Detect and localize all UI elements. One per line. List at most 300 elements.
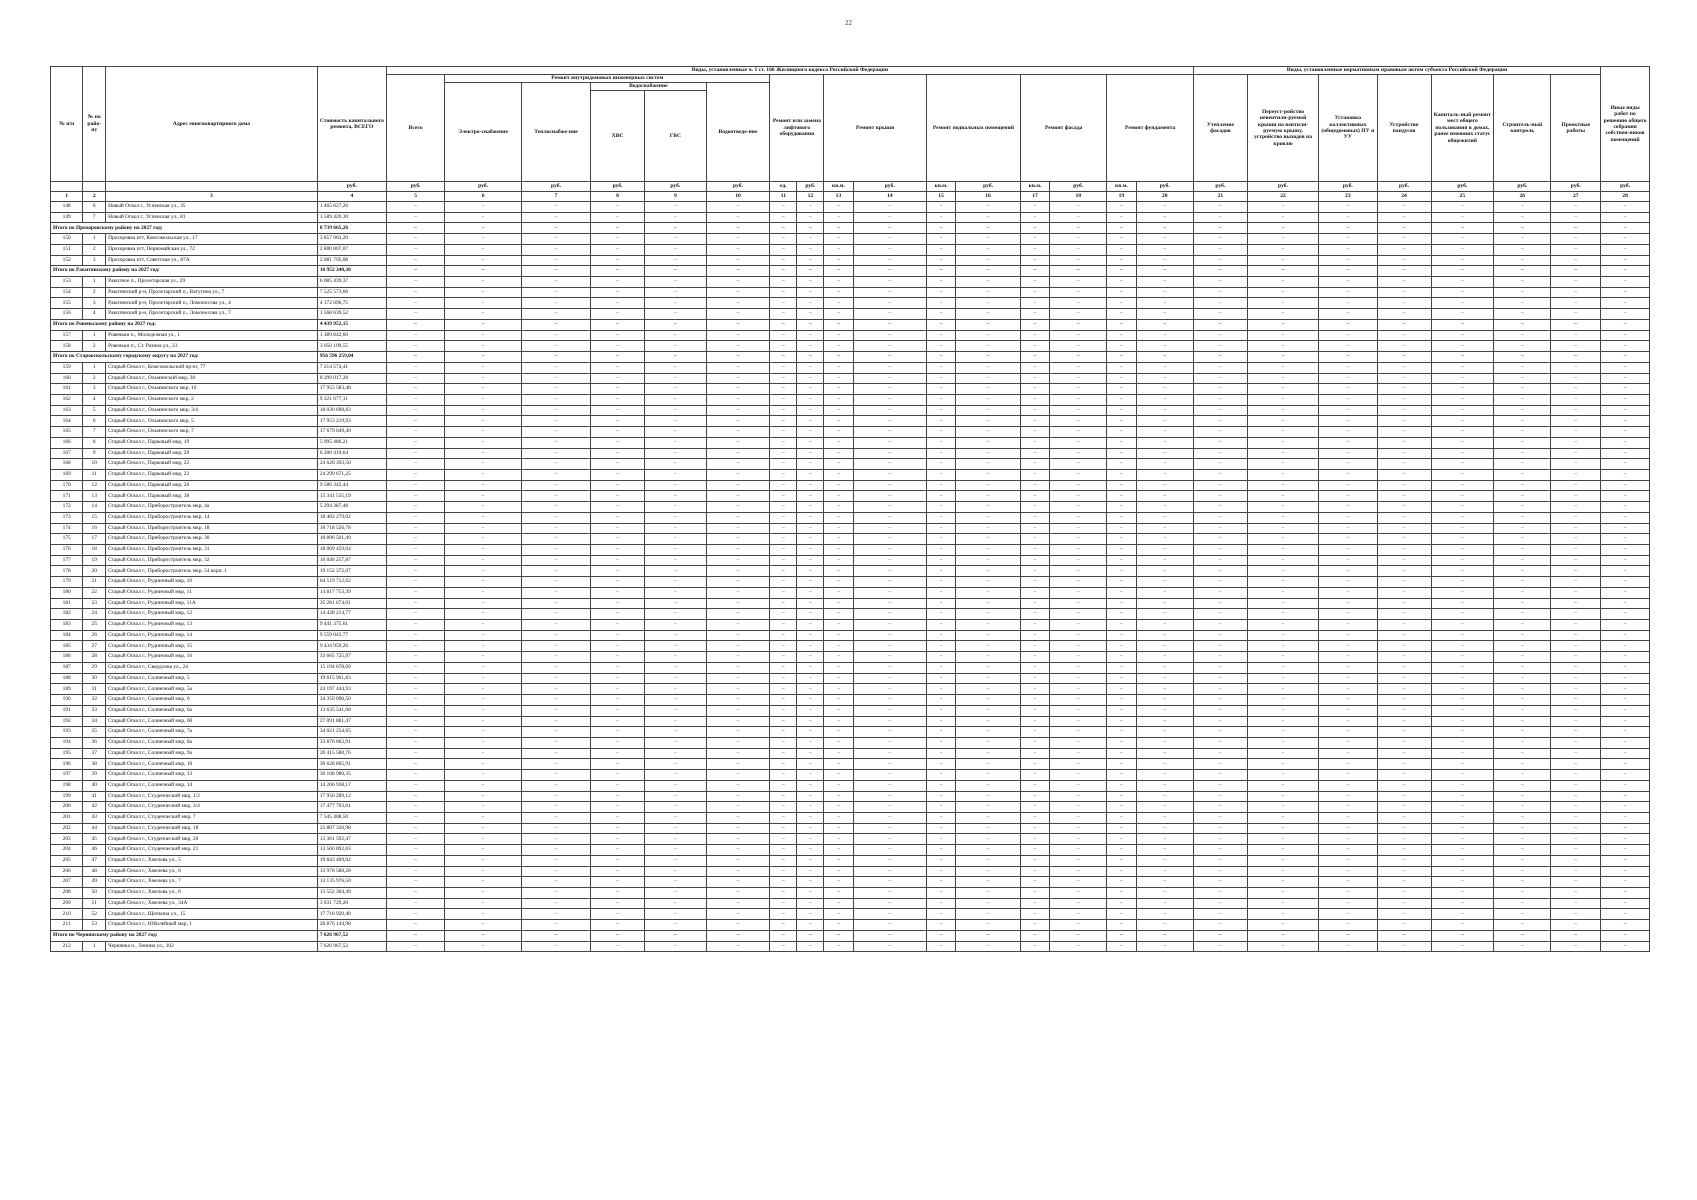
- cost-cell: 24 620 393,50: [317, 459, 386, 470]
- unit-cell: руб.: [386, 182, 444, 192]
- address-cell: Старый Оскол г., Рудничный мкр, 14: [106, 630, 318, 641]
- empty-dash-cell: –: [1193, 277, 1247, 288]
- empty-dash-cell: –: [521, 587, 590, 598]
- cost-cell: 19 615 961,83: [317, 673, 386, 684]
- empty-dash-cell: –: [853, 287, 926, 298]
- table-row: [51, 577, 1650, 588]
- empty-dash-cell: –: [1020, 834, 1049, 845]
- empty-dash-cell: –: [591, 427, 645, 438]
- empty-dash-cell: –: [445, 673, 522, 684]
- empty-dash-cell: –: [521, 523, 590, 534]
- empty-dash-cell: –: [706, 480, 770, 491]
- empty-dash-cell: –: [926, 662, 955, 673]
- empty-dash-cell: –: [1247, 716, 1318, 727]
- empty-dash-cell: –: [445, 577, 522, 588]
- empty-dash-cell: –: [1136, 534, 1193, 545]
- empty-dash-cell: –: [1247, 930, 1318, 941]
- empty-dash-cell: –: [1193, 812, 1247, 823]
- empty-dash-cell: –: [824, 362, 853, 373]
- empty-dash-cell: –: [824, 512, 853, 523]
- empty-dash-cell: –: [1494, 287, 1551, 298]
- empty-dash-cell: –: [1136, 319, 1193, 330]
- empty-dash-cell: –: [824, 695, 853, 706]
- empty-dash-cell: –: [445, 812, 522, 823]
- empty-dash-cell: –: [645, 384, 707, 395]
- address-cell: Старый Оскол г., Солнечный мкр, 13: [106, 770, 318, 781]
- empty-dash-cell: –: [386, 566, 444, 577]
- empty-dash-cell: –: [797, 384, 824, 395]
- empty-dash-cell: –: [386, 523, 444, 534]
- address-cell: Старый Оскол г., Солнечный мкр, 7а: [106, 727, 318, 738]
- empty-dash-cell: –: [770, 234, 797, 245]
- empty-dash-cell: –: [1494, 512, 1551, 523]
- empty-dash-cell: –: [1247, 748, 1318, 759]
- empty-dash-cell: –: [706, 427, 770, 438]
- empty-dash-cell: –: [1377, 255, 1431, 266]
- empty-dash-cell: –: [1020, 523, 1049, 534]
- empty-dash-cell: –: [853, 802, 926, 813]
- empty-dash-cell: –: [797, 920, 824, 931]
- empty-dash-cell: –: [1551, 695, 1601, 706]
- subtotal-label: Итого по Ровеньскому району на 2027 год:: [51, 319, 318, 330]
- empty-dash-cell: –: [824, 598, 853, 609]
- subtotal-cost: 16 952 340,30: [317, 266, 386, 277]
- empty-dash-cell: –: [521, 502, 590, 513]
- empty-dash-cell: –: [956, 920, 1021, 931]
- empty-dash-cell: –: [1377, 405, 1431, 416]
- cost-cell: 4 372 696,75: [317, 298, 386, 309]
- empty-dash-cell: –: [1136, 716, 1193, 727]
- empty-dash-cell: –: [1193, 705, 1247, 716]
- address-cell: Старый Оскол г., Юбилейный мкр, 1: [106, 920, 318, 931]
- empty-dash-cell: –: [386, 930, 444, 941]
- district-number: 2: [83, 287, 106, 298]
- empty-dash-cell: –: [1431, 534, 1494, 545]
- empty-dash-cell: –: [445, 930, 522, 941]
- empty-dash-cell: –: [645, 780, 707, 791]
- empty-dash-cell: –: [926, 319, 955, 330]
- empty-dash-cell: –: [770, 202, 797, 213]
- empty-dash-cell: –: [824, 341, 853, 352]
- empty-dash-cell: –: [956, 620, 1021, 631]
- empty-dash-cell: –: [1136, 309, 1193, 320]
- empty-dash-cell: –: [797, 791, 824, 802]
- empty-dash-cell: –: [1551, 920, 1601, 931]
- empty-dash-cell: –: [386, 598, 444, 609]
- empty-dash-cell: –: [1431, 319, 1494, 330]
- empty-dash-cell: –: [445, 748, 522, 759]
- empty-dash-cell: –: [1247, 437, 1318, 448]
- empty-dash-cell: –: [1107, 534, 1136, 545]
- empty-dash-cell: –: [824, 491, 853, 502]
- unit-cell: руб.: [317, 182, 386, 192]
- empty-dash-cell: –: [853, 587, 926, 598]
- empty-dash-cell: –: [1193, 652, 1247, 663]
- empty-dash-cell: –: [386, 587, 444, 598]
- empty-dash-cell: –: [770, 427, 797, 438]
- table-row: [51, 620, 1650, 631]
- empty-dash-cell: –: [824, 287, 853, 298]
- empty-dash-cell: –: [386, 234, 444, 245]
- empty-dash-cell: –: [1551, 287, 1601, 298]
- empty-dash-cell: –: [770, 437, 797, 448]
- empty-dash-cell: –: [1193, 352, 1247, 363]
- empty-dash-cell: –: [1431, 609, 1494, 620]
- empty-dash-cell: –: [1050, 523, 1107, 534]
- empty-dash-cell: –: [1193, 459, 1247, 470]
- empty-dash-cell: –: [1601, 394, 1650, 405]
- empty-dash-cell: –: [1377, 823, 1431, 834]
- empty-dash-cell: –: [591, 202, 645, 213]
- empty-dash-cell: –: [521, 727, 590, 738]
- empty-dash-cell: –: [706, 405, 770, 416]
- empty-dash-cell: –: [1431, 662, 1494, 673]
- empty-dash-cell: –: [1107, 791, 1136, 802]
- empty-dash-cell: –: [824, 448, 853, 459]
- empty-dash-cell: –: [445, 716, 522, 727]
- address-cell: Старый Оскол г., Студенческий мкр, 20: [106, 834, 318, 845]
- empty-dash-cell: –: [706, 888, 770, 899]
- empty-dash-cell: –: [1601, 866, 1650, 877]
- address-cell: Старый Оскол г., Ольминского мкр, 16: [106, 384, 318, 395]
- empty-dash-cell: –: [797, 652, 824, 663]
- empty-dash-cell: –: [645, 898, 707, 909]
- table-row: [51, 480, 1650, 491]
- empty-dash-cell: –: [1601, 834, 1650, 845]
- empty-dash-cell: –: [645, 770, 707, 781]
- unit-cell: руб.: [1601, 182, 1650, 192]
- empty-dash-cell: –: [1136, 223, 1193, 234]
- empty-dash-cell: –: [591, 352, 645, 363]
- empty-dash-cell: –: [853, 277, 926, 288]
- empty-dash-cell: –: [926, 341, 955, 352]
- district-number: 12: [83, 480, 106, 491]
- empty-dash-cell: –: [1020, 652, 1049, 663]
- empty-dash-cell: –: [824, 845, 853, 856]
- unit-cell: руб.: [1319, 182, 1377, 192]
- empty-dash-cell: –: [645, 202, 707, 213]
- empty-dash-cell: –: [797, 716, 824, 727]
- empty-dash-cell: –: [1494, 695, 1551, 706]
- empty-dash-cell: –: [1319, 888, 1377, 899]
- empty-dash-cell: –: [1494, 459, 1551, 470]
- empty-dash-cell: –: [770, 373, 797, 384]
- empty-dash-cell: –: [1136, 609, 1193, 620]
- empty-dash-cell: –: [1319, 845, 1377, 856]
- empty-dash-cell: –: [956, 223, 1021, 234]
- empty-dash-cell: –: [770, 598, 797, 609]
- empty-dash-cell: –: [386, 920, 444, 931]
- empty-dash-cell: –: [1319, 373, 1377, 384]
- empty-dash-cell: –: [1107, 780, 1136, 791]
- empty-dash-cell: –: [445, 780, 522, 791]
- empty-dash-cell: –: [645, 512, 707, 523]
- empty-dash-cell: –: [770, 319, 797, 330]
- empty-dash-cell: –: [1601, 523, 1650, 534]
- empty-dash-cell: –: [853, 888, 926, 899]
- header-address: Адрес многоквартирного дома: [106, 67, 318, 182]
- address-cell: Старый Оскол г., Приборостроитель мкр, 54 корп. 1: [106, 566, 318, 577]
- district-number: 21: [83, 577, 106, 588]
- empty-dash-cell: –: [824, 716, 853, 727]
- empty-dash-cell: –: [1020, 662, 1049, 673]
- empty-dash-cell: –: [1601, 716, 1650, 727]
- empty-dash-cell: –: [591, 866, 645, 877]
- empty-dash-cell: –: [645, 255, 707, 266]
- empty-dash-cell: –: [956, 759, 1021, 770]
- empty-dash-cell: –: [956, 491, 1021, 502]
- empty-dash-cell: –: [645, 877, 707, 888]
- empty-dash-cell: –: [853, 352, 926, 363]
- empty-dash-cell: –: [1431, 555, 1494, 566]
- empty-dash-cell: –: [1319, 705, 1377, 716]
- empty-dash-cell: –: [1319, 437, 1377, 448]
- empty-dash-cell: –: [1193, 427, 1247, 438]
- cost-cell: 17 679 049,49: [317, 427, 386, 438]
- empty-dash-cell: –: [1431, 780, 1494, 791]
- empty-dash-cell: –: [1193, 909, 1247, 920]
- district-number: 16: [83, 523, 106, 534]
- empty-dash-cell: –: [445, 898, 522, 909]
- empty-dash-cell: –: [1247, 941, 1318, 952]
- empty-dash-cell: –: [591, 223, 645, 234]
- empty-dash-cell: –: [824, 620, 853, 631]
- empty-dash-cell: –: [824, 202, 853, 213]
- empty-dash-cell: –: [591, 298, 645, 309]
- empty-dash-cell: –: [1494, 202, 1551, 213]
- empty-dash-cell: –: [1136, 266, 1193, 277]
- empty-dash-cell: –: [1377, 545, 1431, 556]
- empty-dash-cell: –: [1377, 352, 1431, 363]
- empty-dash-cell: –: [1551, 780, 1601, 791]
- empty-dash-cell: –: [1193, 941, 1247, 952]
- empty-dash-cell: –: [1319, 362, 1377, 373]
- row-number: 172: [51, 502, 83, 513]
- empty-dash-cell: –: [1431, 598, 1494, 609]
- empty-dash-cell: –: [1107, 384, 1136, 395]
- empty-dash-cell: –: [956, 287, 1021, 298]
- empty-dash-cell: –: [1551, 523, 1601, 534]
- subtotal-label: Итого по Прохоровскому району на 2027 год:: [51, 223, 318, 234]
- empty-dash-cell: –: [770, 480, 797, 491]
- empty-dash-cell: –: [1431, 469, 1494, 480]
- empty-dash-cell: –: [853, 341, 926, 352]
- empty-dash-cell: –: [521, 577, 590, 588]
- empty-dash-cell: –: [1431, 877, 1494, 888]
- empty-dash-cell: –: [521, 877, 590, 888]
- empty-dash-cell: –: [1050, 812, 1107, 823]
- empty-dash-cell: –: [770, 845, 797, 856]
- empty-dash-cell: –: [445, 566, 522, 577]
- empty-dash-cell: –: [591, 630, 645, 641]
- header-basement: Ремонт подвальных помещений: [926, 75, 1020, 182]
- empty-dash-cell: –: [1136, 812, 1193, 823]
- empty-dash-cell: –: [1136, 941, 1193, 952]
- empty-dash-cell: –: [824, 737, 853, 748]
- header-internal-total: Всего: [386, 75, 444, 182]
- address-cell: Старый Оскол г., Рудничный мкр, 16: [106, 652, 318, 663]
- empty-dash-cell: –: [853, 684, 926, 695]
- header-water-group: Водоснабжение: [591, 83, 707, 91]
- address-cell: Старый Оскол г., Приборостроитель мкр, 31: [106, 545, 318, 556]
- empty-dash-cell: –: [1020, 427, 1049, 438]
- empty-dash-cell: –: [1247, 630, 1318, 641]
- empty-dash-cell: –: [770, 641, 797, 652]
- subtotal-cost: 4 439 952,15: [317, 319, 386, 330]
- empty-dash-cell: –: [1431, 866, 1494, 877]
- empty-dash-cell: –: [824, 823, 853, 834]
- empty-dash-cell: –: [706, 523, 770, 534]
- empty-dash-cell: –: [1551, 930, 1601, 941]
- empty-dash-cell: –: [1431, 373, 1494, 384]
- empty-dash-cell: –: [956, 941, 1021, 952]
- empty-dash-cell: –: [1431, 427, 1494, 438]
- empty-dash-cell: –: [853, 845, 926, 856]
- empty-dash-cell: –: [1107, 770, 1136, 781]
- empty-dash-cell: –: [591, 255, 645, 266]
- cost-cell: 17 477 793,61: [317, 802, 386, 813]
- empty-dash-cell: –: [1377, 748, 1431, 759]
- empty-dash-cell: –: [1193, 330, 1247, 341]
- empty-dash-cell: –: [1247, 266, 1318, 277]
- column-number-cell: 23: [1319, 192, 1377, 202]
- row-number: 176: [51, 545, 83, 556]
- empty-dash-cell: –: [706, 652, 770, 663]
- empty-dash-cell: –: [1319, 566, 1377, 577]
- empty-dash-cell: –: [797, 888, 824, 899]
- empty-dash-cell: –: [645, 523, 707, 534]
- empty-dash-cell: –: [824, 705, 853, 716]
- empty-dash-cell: –: [1494, 898, 1551, 909]
- empty-dash-cell: –: [853, 662, 926, 673]
- empty-dash-cell: –: [926, 587, 955, 598]
- empty-dash-cell: –: [591, 877, 645, 888]
- empty-dash-cell: –: [1319, 823, 1377, 834]
- empty-dash-cell: –: [1319, 941, 1377, 952]
- empty-dash-cell: –: [1107, 920, 1136, 931]
- district-number: 14: [83, 502, 106, 513]
- empty-dash-cell: –: [1431, 523, 1494, 534]
- empty-dash-cell: –: [1601, 373, 1650, 384]
- address-cell: Прохоровка пгт, Комсомольская ул., 17: [106, 234, 318, 245]
- empty-dash-cell: –: [1551, 941, 1601, 952]
- empty-dash-cell: –: [1050, 319, 1107, 330]
- empty-dash-cell: –: [797, 362, 824, 373]
- empty-dash-cell: –: [1136, 791, 1193, 802]
- empty-dash-cell: –: [445, 845, 522, 856]
- empty-dash-cell: –: [706, 587, 770, 598]
- empty-dash-cell: –: [797, 877, 824, 888]
- row-number: 169: [51, 469, 83, 480]
- empty-dash-cell: –: [706, 598, 770, 609]
- empty-dash-cell: –: [1494, 705, 1551, 716]
- empty-dash-cell: –: [1377, 244, 1431, 255]
- empty-dash-cell: –: [1551, 416, 1601, 427]
- empty-dash-cell: –: [1377, 662, 1431, 673]
- empty-dash-cell: –: [1193, 287, 1247, 298]
- empty-dash-cell: –: [1319, 309, 1377, 320]
- empty-dash-cell: –: [1494, 855, 1551, 866]
- address-cell: Старый Оскол г., Парковый мкр, 26: [106, 480, 318, 491]
- row-number: 164: [51, 416, 83, 427]
- empty-dash-cell: –: [1601, 941, 1650, 952]
- empty-dash-cell: –: [797, 244, 824, 255]
- empty-dash-cell: –: [706, 266, 770, 277]
- empty-dash-cell: –: [1601, 566, 1650, 577]
- empty-dash-cell: –: [824, 244, 853, 255]
- cost-cell: 16 046 257,87: [317, 555, 386, 566]
- empty-dash-cell: –: [1107, 555, 1136, 566]
- empty-dash-cell: –: [1377, 705, 1431, 716]
- table-body: [51, 202, 1650, 952]
- empty-dash-cell: –: [1020, 384, 1049, 395]
- empty-dash-cell: –: [645, 352, 707, 363]
- empty-dash-cell: –: [1107, 941, 1136, 952]
- empty-dash-cell: –: [386, 255, 444, 266]
- empty-dash-cell: –: [1107, 512, 1136, 523]
- empty-dash-cell: –: [1319, 491, 1377, 502]
- empty-dash-cell: –: [445, 502, 522, 513]
- cost-cell: 7 626 967,52: [317, 941, 386, 952]
- empty-dash-cell: –: [1494, 780, 1551, 791]
- empty-dash-cell: –: [926, 909, 955, 920]
- empty-dash-cell: –: [445, 309, 522, 320]
- empty-dash-cell: –: [1107, 405, 1136, 416]
- empty-dash-cell: –: [1431, 491, 1494, 502]
- empty-dash-cell: –: [1107, 759, 1136, 770]
- empty-dash-cell: –: [1551, 898, 1601, 909]
- empty-dash-cell: –: [706, 352, 770, 363]
- empty-dash-cell: –: [1431, 791, 1494, 802]
- empty-dash-cell: –: [591, 330, 645, 341]
- empty-dash-cell: –: [1319, 469, 1377, 480]
- empty-dash-cell: –: [645, 427, 707, 438]
- empty-dash-cell: –: [1193, 791, 1247, 802]
- empty-dash-cell: –: [1247, 888, 1318, 899]
- empty-dash-cell: –: [956, 277, 1021, 288]
- empty-dash-cell: –: [706, 823, 770, 834]
- empty-dash-cell: –: [706, 502, 770, 513]
- empty-dash-cell: –: [797, 491, 824, 502]
- empty-dash-cell: –: [706, 909, 770, 920]
- empty-dash-cell: –: [1193, 244, 1247, 255]
- empty-dash-cell: –: [1494, 566, 1551, 577]
- cost-cell: 18 896 501,49: [317, 534, 386, 545]
- empty-dash-cell: –: [1050, 555, 1107, 566]
- empty-dash-cell: –: [1551, 791, 1601, 802]
- empty-dash-cell: –: [1377, 652, 1431, 663]
- empty-dash-cell: –: [706, 373, 770, 384]
- row-number: 166: [51, 437, 83, 448]
- empty-dash-cell: –: [386, 330, 444, 341]
- empty-dash-cell: –: [956, 652, 1021, 663]
- empty-dash-cell: –: [1494, 266, 1551, 277]
- empty-dash-cell: –: [1319, 384, 1377, 395]
- empty-dash-cell: –: [1601, 888, 1650, 899]
- empty-dash-cell: –: [386, 394, 444, 405]
- empty-dash-cell: –: [853, 491, 926, 502]
- empty-dash-cell: –: [1551, 394, 1601, 405]
- empty-dash-cell: –: [956, 330, 1021, 341]
- empty-dash-cell: –: [824, 212, 853, 223]
- empty-dash-cell: –: [1107, 330, 1136, 341]
- cost-cell: 9 559 043,77: [317, 630, 386, 641]
- address-cell: Старый Оскол г., Парковый мкр, 23: [106, 469, 318, 480]
- empty-dash-cell: –: [1050, 491, 1107, 502]
- empty-dash-cell: –: [824, 437, 853, 448]
- empty-dash-cell: –: [591, 234, 645, 245]
- empty-dash-cell: –: [797, 780, 824, 791]
